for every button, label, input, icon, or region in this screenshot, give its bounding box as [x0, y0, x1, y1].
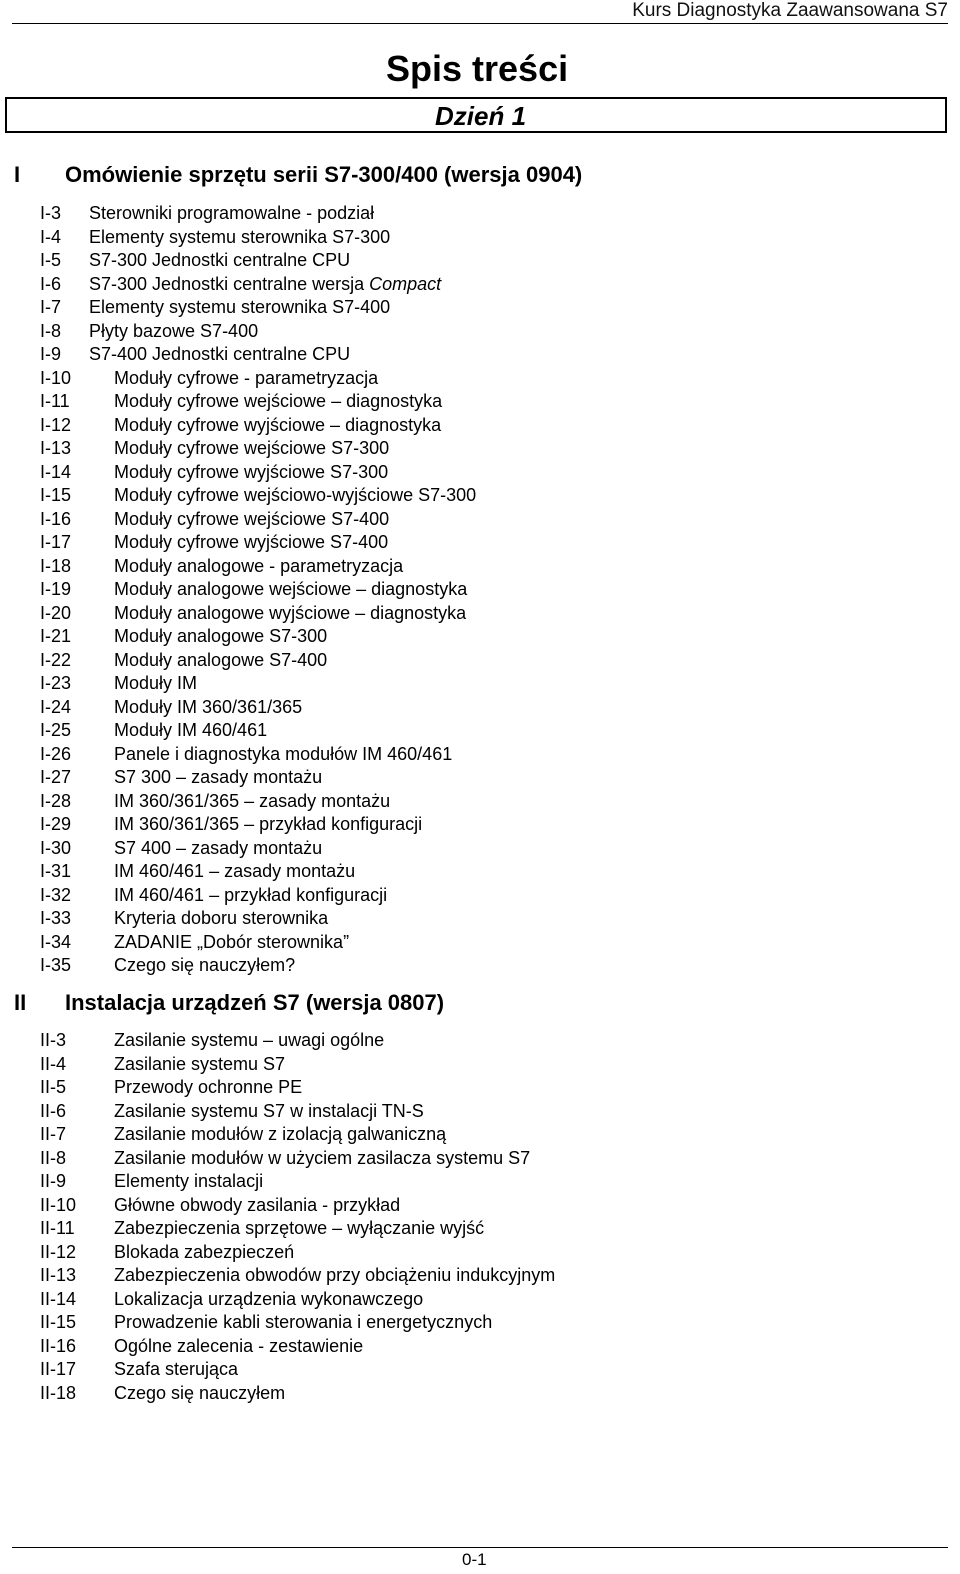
toc-entry-number: II-5: [40, 1077, 67, 1097]
toc-entry-number: I-26: [40, 743, 72, 764]
toc-entry: [0, 1264, 960, 1288]
toc-entry-title: [89, 273, 441, 297]
toc-entry: [0, 320, 960, 344]
toc-entry-text: S7-300 Jednostki centralne wersja: [89, 273, 370, 294]
toc-entry-text: Główne obwody zasilania - przykład: [114, 1194, 401, 1215]
toc-entry-number: II-8: [40, 1147, 67, 1168]
toc-entry-text: Zasilanie modułów w użyciem zasilacza systemu S7: [114, 1147, 531, 1168]
toc-entry: [0, 837, 960, 861]
section-title: Instalacja urządzeń S7 (wersja 0807): [65, 990, 445, 1015]
toc-entry: [0, 672, 960, 696]
toc-entry-title: [114, 602, 466, 626]
toc-entry: [0, 790, 960, 814]
toc-entry-number: I-12: [40, 414, 72, 435]
toc-entry-text: IM 460/461 – zasady montażu: [114, 861, 356, 881]
toc-entry-text: Zabezpieczenia obwodów przy obciążeniu indukcyjnym: [114, 1265, 556, 1285]
toc-entry-title: [114, 367, 378, 391]
toc-entry: [0, 296, 960, 320]
toc-entry-title: [114, 1147, 530, 1171]
toc-entry: [0, 954, 960, 978]
page-number: 0-1: [462, 1550, 487, 1569]
toc-entry: [0, 1382, 960, 1406]
toc-entry: [0, 1311, 960, 1335]
toc-entry-title: [114, 414, 441, 438]
toc-entry-number: I-27: [40, 767, 72, 787]
toc-entry-title: [114, 743, 452, 767]
toc-entry-number: I-3: [40, 203, 62, 223]
toc-entry-number: I-20: [40, 602, 72, 623]
toc-entry-text: Moduły cyfrowe wejściowe S7-300: [114, 438, 390, 458]
toc-entry-number: I-13: [40, 438, 72, 458]
toc-entry: [0, 249, 960, 273]
toc-entry: [0, 1194, 960, 1218]
toc-entry: [0, 719, 960, 743]
toc-entry-title: [114, 578, 467, 602]
toc-entry-text: Czego się nauczyłem?: [114, 955, 296, 975]
toc-entry-title: [114, 766, 322, 790]
toc-entry-number: II-18: [40, 1382, 77, 1403]
toc-entry: [0, 555, 960, 579]
toc-entry-text: Moduły analogowe S7-300: [114, 626, 328, 646]
toc-entry-text: Moduły IM: [114, 673, 198, 693]
toc-entry: [0, 367, 960, 391]
toc-entry-text: Przewody ochronne PE: [114, 1077, 303, 1097]
day-box: [5, 97, 947, 133]
toc-entry-text: IM 360/361/365 – przykład konfiguracji: [114, 814, 423, 834]
toc-entry-text: Czego się nauczyłem: [114, 1382, 286, 1403]
toc-entry-text: IM 460/461 – przykład konfiguracji: [114, 884, 388, 905]
toc-entry: [0, 907, 960, 931]
toc-entry: [0, 578, 960, 602]
toc-entry-text: S7-300 Jednostki centralne CPU: [89, 250, 351, 270]
toc-entry-text: S7 300 – zasady montażu: [114, 767, 323, 787]
toc-entry: [0, 860, 960, 884]
toc-entry: [0, 202, 960, 226]
toc-entry-text: Zasilanie systemu – uwagi ogólne: [114, 1030, 385, 1050]
toc-entry-number: I-4: [40, 226, 62, 247]
toc-entry: [0, 508, 960, 532]
toc-entry: [0, 1288, 960, 1312]
toc-entry-number: I-23: [40, 673, 72, 693]
toc-entry: [0, 1147, 960, 1171]
toc-list-section-1: [0, 202, 960, 978]
toc-entry-title: [114, 1100, 424, 1124]
toc-entry-title: [114, 860, 355, 884]
toc-entry-title: [114, 484, 476, 508]
toc-entry-number: I-17: [40, 532, 72, 552]
toc-entry-title: [114, 672, 197, 696]
toc-entry-number: II-7: [40, 1124, 67, 1144]
toc-entry-number: I-33: [40, 908, 72, 928]
section-title: Omówienie sprzętu serii S7-300/400 (wersja 0904): [65, 162, 583, 187]
toc-entry-title: [114, 1358, 238, 1382]
toc-entry: [0, 1100, 960, 1124]
toc-entry: [0, 766, 960, 790]
toc-entry-title: [114, 461, 388, 485]
toc-entry-title: [114, 625, 327, 649]
toc-entry: [0, 1358, 960, 1382]
toc-entry-text: Moduły IM 460/461: [114, 720, 268, 740]
toc-entry-text: Moduły cyfrowe wejściowe S7-400: [114, 508, 390, 529]
toc-entry-text: Moduły cyfrowe wyjściowe – diagnostyka: [114, 414, 442, 435]
toc-entry: [0, 484, 960, 508]
toc-entry-text: Kryteria doboru sterownika: [114, 908, 329, 928]
toc-entry-title: [114, 719, 267, 743]
toc-entry-emphasis: Compact: [369, 273, 442, 294]
toc-entry-title: [114, 508, 389, 532]
header-rule: [12, 23, 948, 24]
toc-entry-title: [89, 320, 258, 344]
toc-entry-title: [114, 1123, 446, 1147]
toc-entry: [0, 743, 960, 767]
toc-entry-text: Szafa sterująca: [114, 1359, 239, 1379]
toc-entry-title: [114, 437, 389, 461]
toc-entry-number: I-8: [40, 320, 62, 341]
toc-entry: [0, 602, 960, 626]
toc-entry-number: I-24: [40, 696, 72, 717]
toc-entry: [0, 1335, 960, 1359]
toc-entry-text: Zasilanie modułów z izolacją galwaniczną: [114, 1124, 447, 1144]
toc-entry-title: [89, 249, 350, 273]
toc-entry-text: Ogólne zalecenia - zestawienie: [114, 1335, 364, 1356]
toc-entry-text: Prowadzenie kabli sterowania i energetycznych: [114, 1312, 493, 1332]
toc-entry-number: I-18: [40, 555, 72, 576]
toc-entry-title: [114, 696, 302, 720]
toc-entry-number: I-31: [40, 861, 72, 881]
toc-entry: [0, 649, 960, 673]
toc-entry-title: [89, 296, 390, 320]
toc-entry-title: [114, 1264, 555, 1288]
toc-entry-text: Moduły analogowe - parametryzacja: [114, 555, 404, 576]
toc-entry-number: I-21: [40, 626, 72, 646]
toc-entry-title: [114, 837, 322, 861]
toc-entry-number: I-15: [40, 485, 72, 505]
toc-entry-title: [114, 1382, 285, 1406]
toc-entry: [0, 696, 960, 720]
toc-entry-number: I-9: [40, 344, 62, 364]
toc-entry: [0, 1241, 960, 1265]
toc-entry: [0, 1076, 960, 1100]
toc-entry: [0, 884, 960, 908]
toc-entry-number: II-16: [40, 1335, 77, 1356]
toc-entry-text: Lokalizacja urządzenia wykonawczego: [114, 1288, 424, 1309]
toc-entry-title: [114, 555, 403, 579]
toc-entry-number: I-34: [40, 931, 72, 952]
toc-entry: [0, 390, 960, 414]
toc-entry-number: II-12: [40, 1241, 77, 1262]
toc-entry-number: I-32: [40, 884, 72, 905]
toc-entry: [0, 931, 960, 955]
toc-entry-text: Zabezpieczenia sprzętowe – wyłączanie wyjść: [114, 1218, 485, 1238]
toc-entry: [0, 226, 960, 250]
toc-entry-number: I-11: [40, 391, 70, 411]
toc-entry-title: [114, 813, 422, 837]
toc-entry-title: [114, 884, 387, 908]
toc-entry-title: [114, 1288, 423, 1312]
toc-entry-text: Płyty bazowe S7-400: [89, 320, 259, 341]
toc-entry-text: Moduły IM 360/361/365: [114, 696, 303, 717]
toc-entry-text: Elementy systemu sterownika S7-300: [89, 226, 391, 247]
toc-entry-number: II-13: [40, 1265, 77, 1285]
toc-entry-number: II-15: [40, 1312, 77, 1332]
toc-entry-title: [114, 649, 327, 673]
toc-entry-title: [89, 202, 374, 226]
toc-entry-number: II-4: [40, 1053, 67, 1074]
toc-entry-title: [114, 931, 349, 955]
toc-entry-number: II-9: [40, 1171, 67, 1191]
toc-entry-title: [114, 1029, 384, 1053]
toc-entry-number: I-25: [40, 720, 72, 740]
toc-entry-number: I-6: [40, 273, 62, 294]
toc-entry: [0, 531, 960, 555]
toc-entry-number: I-29: [40, 814, 72, 834]
section-roman: II: [14, 990, 27, 1015]
toc-entry-text: Moduły cyfrowe wejściowo-wyjściowe S7-300: [114, 485, 477, 505]
toc-entry-text: Zasilanie systemu S7 w instalacji TN-S: [114, 1100, 424, 1121]
toc-entry-text: Moduły cyfrowe wyjściowe S7-400: [114, 532, 389, 552]
toc-entry-text: Elementy systemu sterownika S7-400: [89, 297, 391, 317]
toc-entry-title: [114, 1335, 363, 1359]
toc-entry-title: [114, 390, 442, 414]
toc-entry-title: [114, 1076, 302, 1100]
toc-entry: [0, 1217, 960, 1241]
toc-entry-text: IM 360/361/365 – zasady montażu: [114, 790, 391, 811]
toc-entry-text: Moduły cyfrowe - parametryzacja: [114, 367, 379, 388]
toc-entry-title: [114, 1170, 263, 1194]
toc-entry-number: I-22: [40, 649, 72, 670]
toc-entry-text: Moduły analogowe wejściowe – diagnostyka: [114, 579, 468, 599]
page-title: Spis treści: [386, 48, 569, 89]
toc-entry: [0, 813, 960, 837]
toc-entry-number: II-6: [40, 1100, 67, 1121]
toc-entry: [0, 343, 960, 367]
toc-entry-title: [89, 226, 390, 250]
toc-entry-title: [114, 531, 388, 555]
toc-entry-text: Zasilanie systemu S7: [114, 1053, 286, 1074]
toc-entry-text: S7 400 – zasady montażu: [114, 837, 323, 858]
toc-entry-text: ZADANIE „Dobór sterownika”: [114, 931, 350, 952]
toc-entry: [0, 273, 960, 297]
toc-entry-text: Sterowniki programowalne - podział: [89, 203, 375, 223]
toc-entry-text: Moduły cyfrowe wejściowe – diagnostyka: [114, 391, 443, 411]
toc-entry-text: Panele i diagnostyka modułów IM 460/461: [114, 743, 453, 764]
footer-rule: [12, 1547, 948, 1548]
toc-entry-title: [114, 1241, 294, 1265]
toc-entry-text: Blokada zabezpieczeń: [114, 1241, 295, 1262]
toc-entry-title: [114, 907, 328, 931]
toc-entry: [0, 1123, 960, 1147]
toc-entry-number: II-11: [40, 1218, 75, 1238]
toc-entry-title: [114, 1194, 400, 1218]
toc-entry: [0, 461, 960, 485]
toc-entry-title: [114, 954, 295, 978]
toc-entry-number: II-10: [40, 1194, 77, 1215]
toc-entry-number: II-3: [40, 1030, 67, 1050]
toc-entry-number: II-17: [40, 1359, 77, 1379]
toc-entry-number: I-28: [40, 790, 72, 811]
toc-entry-text: Moduły analogowe wyjściowe – diagnostyka: [114, 602, 467, 623]
toc-entry-number: I-10: [40, 367, 72, 388]
toc-entry-title: [114, 1311, 492, 1335]
toc-entry-number: I-30: [40, 837, 72, 858]
toc-entry-number: I-7: [40, 297, 62, 317]
toc-entry-number: I-5: [40, 250, 62, 270]
toc-entry: [0, 1053, 960, 1077]
toc-entry: [0, 1170, 960, 1194]
toc-list-section-2: [0, 1029, 960, 1405]
day-label: Dzień 1: [435, 101, 527, 131]
toc-entry-number: I-19: [40, 579, 72, 599]
toc-entry-text: Moduły analogowe S7-400: [114, 649, 328, 670]
toc-entry: [0, 414, 960, 438]
toc-entry-title: [114, 790, 390, 814]
toc-entry-number: I-16: [40, 508, 72, 529]
toc-entry: [0, 437, 960, 461]
toc-entry-text: Elementy instalacji: [114, 1171, 264, 1191]
toc-entry-title: [114, 1217, 484, 1241]
toc-entry-number: I-35: [40, 955, 72, 975]
toc-entry-number: II-14: [40, 1288, 77, 1309]
section-roman: I: [14, 162, 21, 187]
toc-entry-title: [89, 343, 350, 367]
toc-entry-number: I-14: [40, 461, 72, 482]
toc-entry-text: Moduły cyfrowe wyjściowe S7-300: [114, 461, 389, 482]
toc-entry-title: [114, 1053, 285, 1077]
running-header: Kurs Diagnostyka Zaawansowana S7: [632, 0, 948, 21]
toc-entry: [0, 1029, 960, 1053]
toc-entry-text: S7-400 Jednostki centralne CPU: [89, 344, 351, 364]
toc-entry: [0, 625, 960, 649]
